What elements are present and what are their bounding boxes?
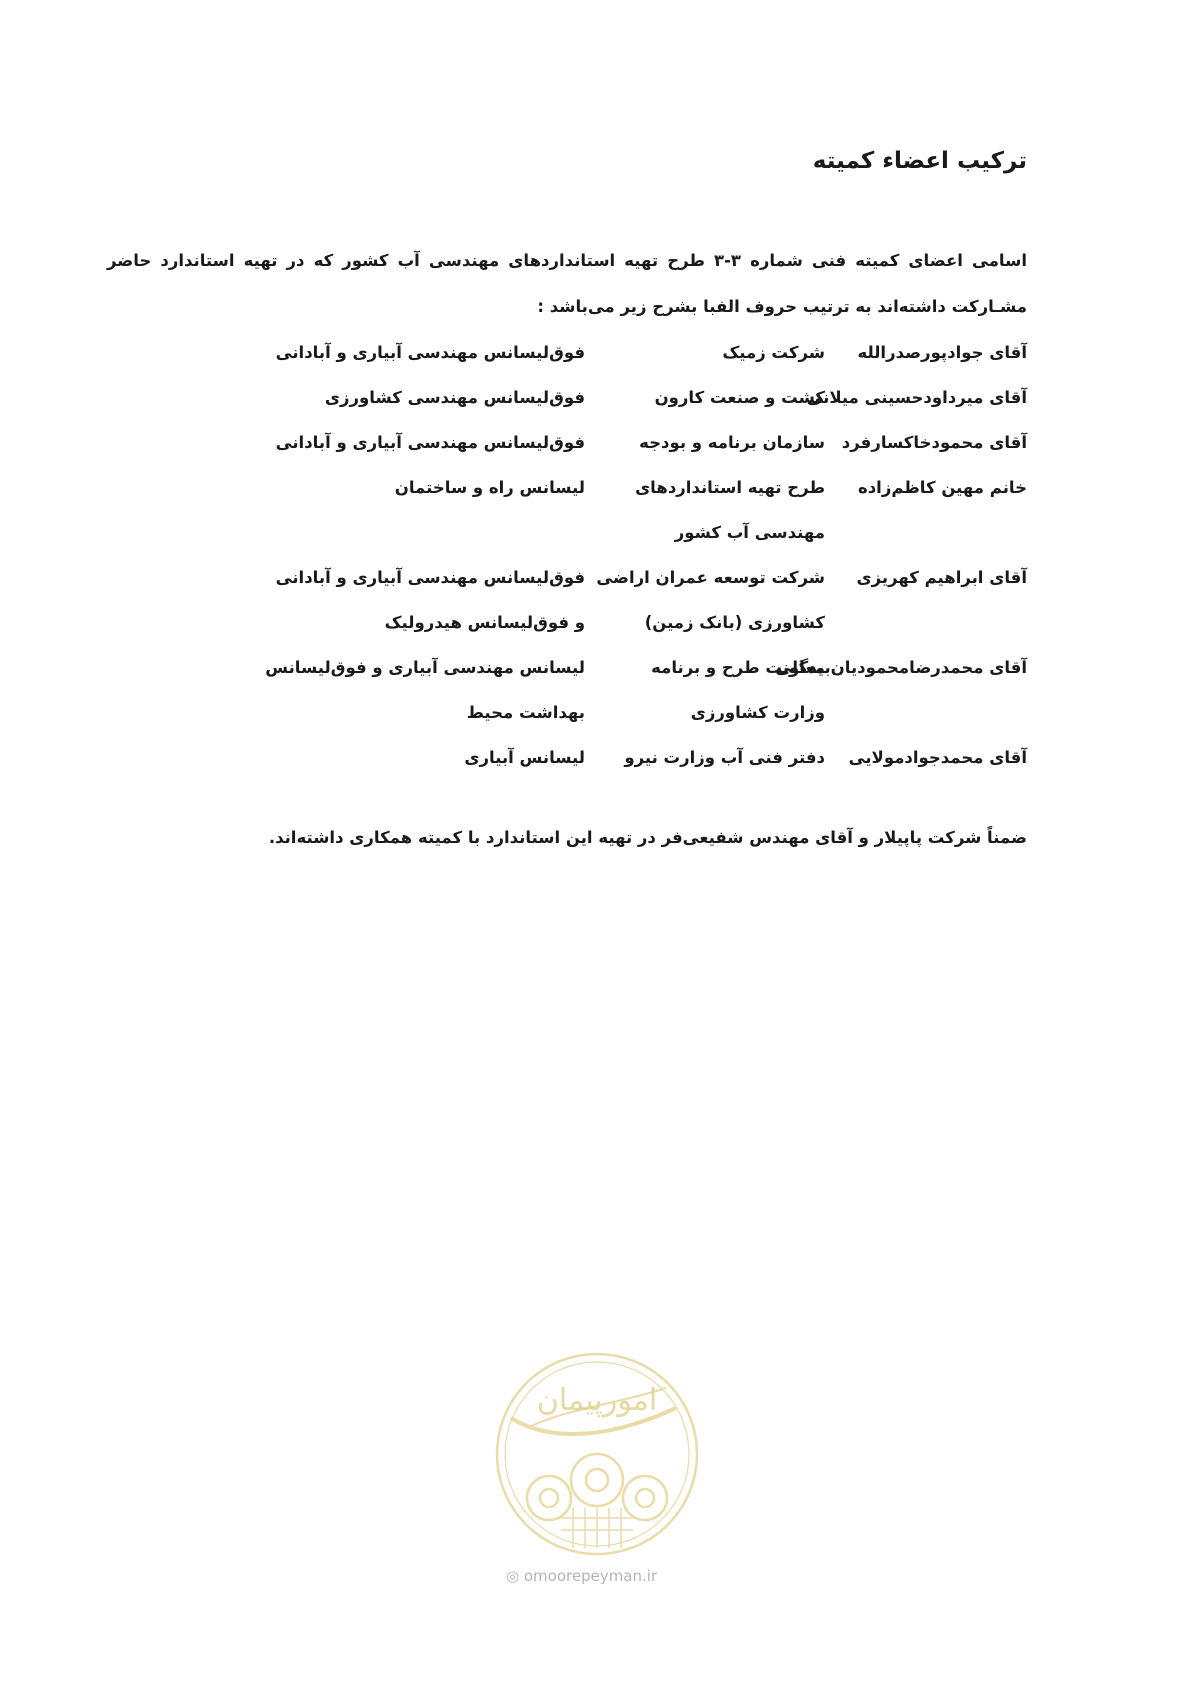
committee-members-list (147, 330, 1027, 780)
member-row (147, 375, 1027, 420)
member-row (147, 600, 1027, 645)
member-degree: فوق‌لیسانس مهندسی آبیاری و آبادانی (275, 568, 585, 587)
member-row (147, 555, 1027, 600)
member-name: خانم مهین کاظم‌زاده (857, 478, 1027, 497)
member-organization: کشاورزی (بانک زمین) (644, 613, 825, 632)
member-row (147, 465, 1027, 510)
member-organization: سازمان برنامه و بودجه (639, 433, 825, 452)
member-name: آقای محمودخاکسارفرد (841, 433, 1027, 452)
member-degree: فوق‌لیسانس مهندسی آبیاری و آبادانی (275, 433, 585, 452)
acknowledgement-note: ضمناً شرکت پاپیلار و آقای مهندس شفیعی‌فر در تهیه این استاندارد با کمیته همکاری داشته‌اند. (268, 828, 1027, 847)
member-degree (147, 510, 585, 555)
member-row (147, 330, 1027, 375)
member-organization: دفتر فنی آب وزارت نیرو (624, 748, 825, 767)
member-degree: فوق‌لیسانس مهندسی آبیاری و آبادانی (275, 343, 585, 362)
member-organization: طرح تهیه استانداردهای (635, 478, 825, 497)
member-row (147, 510, 1027, 555)
watermark-seal-text: امورپیمان (536, 1383, 658, 1418)
member-name (825, 600, 1027, 645)
member-row (147, 690, 1027, 735)
member-degree: و فوق‌لیسانس هیدرولیک (384, 613, 585, 632)
member-name (825, 510, 1027, 555)
member-row (147, 735, 1027, 780)
member-degree: فوق‌لیسانس مهندسی کشاورزی (324, 388, 585, 407)
member-organization: کشت و صنعت کارون (654, 388, 825, 407)
member-organization: شرکت زمیک (722, 343, 825, 362)
member-organization: مهندسی آب کشور (674, 523, 825, 542)
watermark-url: ◎ omoorepeyman.ir (506, 1567, 658, 1585)
member-degree: لیسانس مهندسی آبیاری و فوق‌لیسانس (265, 658, 585, 677)
member-name: آقای محمدرضامحمودیان‌بیدگلی (775, 658, 1027, 677)
member-organization: معاونت طرح و برنامه (651, 658, 825, 677)
member-degree: بهداشت محیط (466, 703, 585, 722)
member-organization: شرکت توسعه عمران اراضی (596, 568, 825, 587)
watermark-seal-logo (491, 1348, 703, 1560)
member-name: آقای میرداودحسینی میلانی (806, 388, 1027, 407)
member-name: آقای جوادپورصدرالله (857, 343, 1027, 362)
member-name: آقای ابراهیم کهریزی (856, 568, 1027, 587)
watermark-url-text: omoorepeyman.ir (523, 1567, 658, 1585)
member-row (147, 645, 1027, 690)
member-organization: وزارت کشاورزی (690, 703, 825, 722)
page-title: ترکیب اعضاء کمیته (812, 148, 1027, 174)
member-name: آقای محمدجوادمولایی (848, 748, 1027, 767)
member-degree: لیسانس آبیاری (464, 748, 585, 767)
member-row (147, 420, 1027, 465)
member-degree: لیسانس راه و ساختمان (394, 478, 585, 497)
member-name (825, 690, 1027, 735)
intro-paragraph: اسامی اعضای کمیته فنی شماره ۳-۳ طرح تهیه استانداردهای مهندسی آب کشور که در تهیه استاندارد حاضر مشـارکت داشته‌اند به ترتیب حروف الفبا بشرح زیر می‌باشد : (107, 251, 1027, 316)
